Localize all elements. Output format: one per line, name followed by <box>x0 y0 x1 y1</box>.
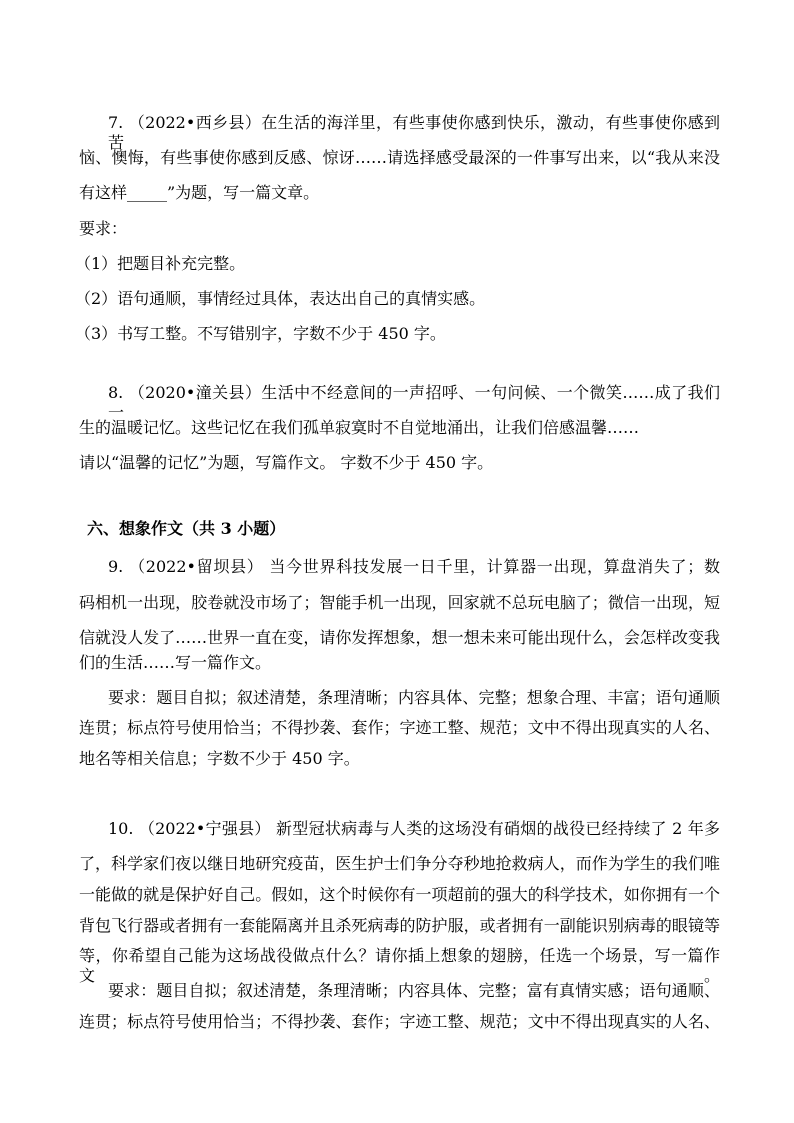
q9-requirement-1: 要求：题目自拟；叙述清楚，条理清晰；内容具体、完整；想象合理、丰富；语句通顺 <box>108 688 720 707</box>
q7-line-3: 有这样_____”为题，写一篇文章。 <box>79 183 320 202</box>
q7-requirement-3: （3）书写工整。不写错别字，字数不少于 450 字。 <box>75 324 446 343</box>
q10-line-4: 背包飞行器或者拥有一套能隔离并且杀死病毒的防护服，或者拥有一副能识别病毒的眼镜等 <box>79 916 720 935</box>
q10-requirement-2: 连贯；标点符号使用恰当；不得抄袭、套作；字迹工整、规范；文中不得出现真实的人名、 <box>79 1012 720 1031</box>
q8-line-1: 8. （2020•潼关县）生活中不经意间的一声招呼、一句问候、一个微笑……成了我们一 <box>108 383 720 422</box>
q9-requirement-3: 地名等相关信息；字数不少于 450 字。 <box>79 749 360 768</box>
q7-line-1: 7. （2022•西乡县）在生活的海洋里，有些事使你感到快乐，激动，有些事使你感到苦 <box>108 113 720 152</box>
q7-requirement-1: （1）把题目补充完整。 <box>75 254 246 273</box>
q10-line-1: 10. （2022•宁强县） 新型冠状病毒与人类的这场没有硝烟的战役已经持续了 2 年多 <box>108 819 720 838</box>
q8-line-3: 请以“温馨的记忆”为题，写篇作文。 字数不少于 450 字。 <box>79 453 494 472</box>
q8-line-2: 生的温暖记忆。这些记忆在我们孤单寂寞时不自觉地涌出，让我们倍感温馨…… <box>79 418 640 437</box>
q10-requirement-1: 要求：题目自拟；叙述清楚，条理清晰；内容具体、完整；富有真情实感；语句通顺、 <box>108 981 720 1000</box>
q7-requirement-2: （2）语句通顺，事情经过具体，表达出自己的真情实感。 <box>75 289 486 308</box>
q9-line-3: 信就没人发了……世界一直在变，请你发挥想象，想一想未来可能出现什么，会怎样改变我 <box>79 628 720 647</box>
q10-line-5: 等，你希望自己能为这场战役做点什么？请你插上想象的翅膀，任选一个场景，写一篇作文。 <box>79 946 720 985</box>
q7-requirements-label: 要求： <box>79 219 128 238</box>
q9-line-4: 们的生活……写一篇作文。 <box>79 653 272 672</box>
q7-line-2: 恼、懊悔，有些事使你感到反感、惊讶……请选择感受最深的一件事写出来，以“我从来没 <box>79 148 720 167</box>
q9-line-1: 9. （2022•留坝县） 当今世界科技发展一日千里，计算器一出现，算盘消失了；数 <box>108 557 720 576</box>
q10-line-3: 一能做的就是保护好自己。假如，这个时候你有一项超前的强大的科学技术，如你拥有一个 <box>79 885 720 904</box>
section-heading: 六、想象作文（共 3 小题） <box>87 519 286 538</box>
q9-requirement-2: 连贯；标点符号使用恰当；不得抄袭、套作；字迹工整、规范；文中不得出现真实的人名、 <box>79 718 720 737</box>
q9-line-2: 码相机一出现，胶卷就没市场了；智能手机一出现，回家就不总玩电脑了；微信一出现，短 <box>79 593 720 612</box>
q10-line-2: 了，科学家们夜以继日地研究疫苗，医生护士们争分夺秒地抢救病人，而作为学生的我们唯 <box>79 854 720 873</box>
